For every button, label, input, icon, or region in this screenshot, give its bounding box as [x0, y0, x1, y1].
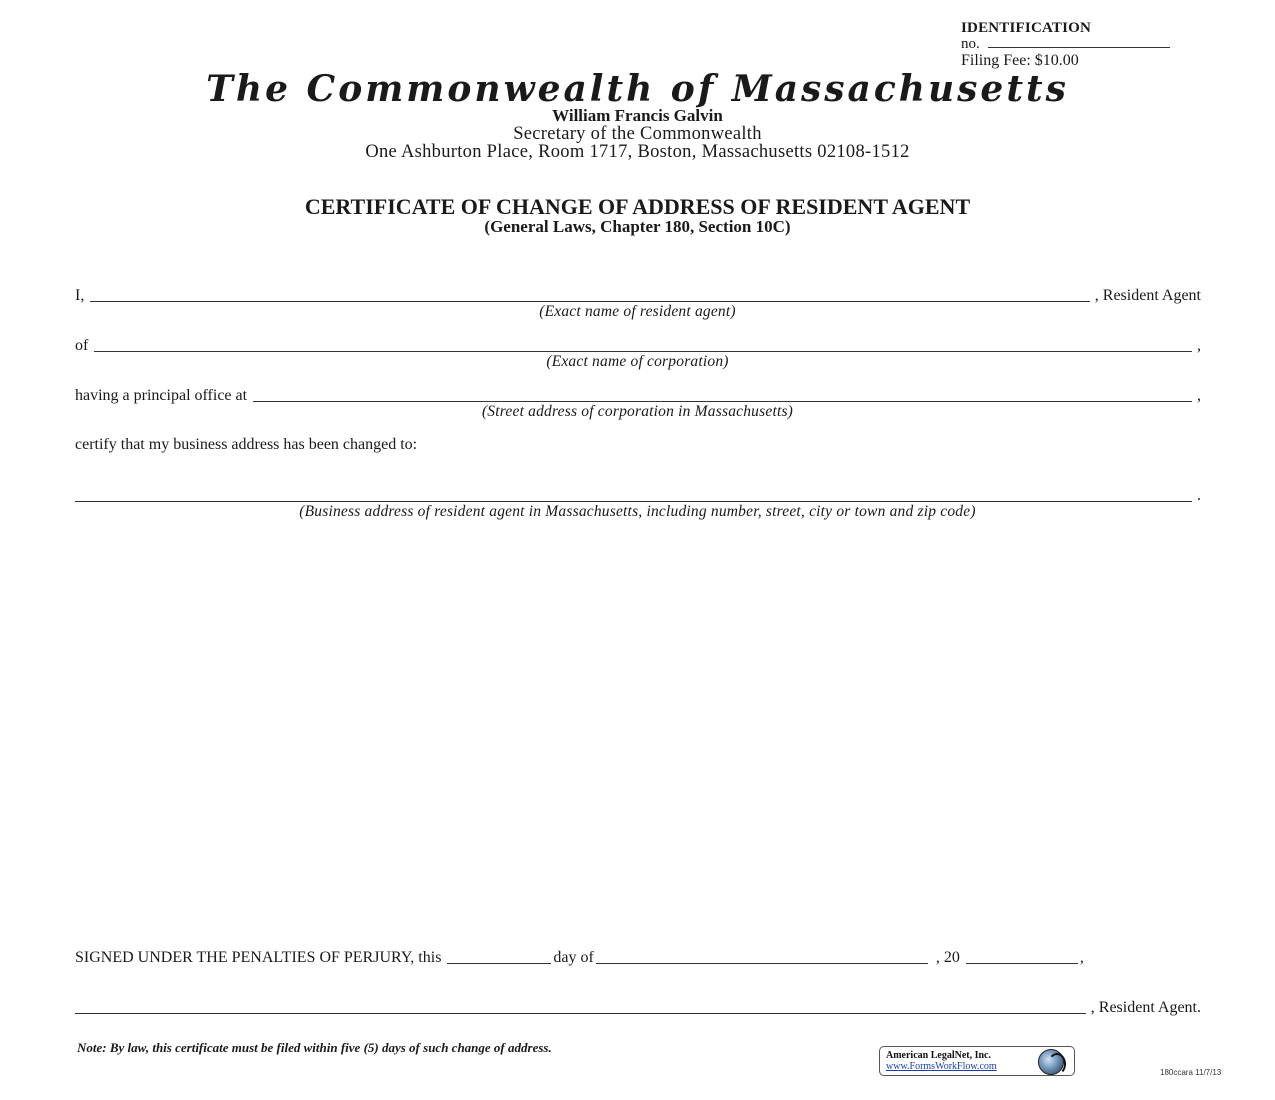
corporation-suffix: ,	[1197, 337, 1201, 354]
signed-end: ,	[1079, 949, 1084, 966]
identification-number	[961, 36, 1170, 53]
business-address-caption: (Business address of resident agent in Massachusetts, including number, street, city or town and zip code)	[299, 503, 976, 520]
signed-day-label: day of	[553, 949, 594, 966]
corporation-name-caption: (Exact name of corporation)	[546, 353, 729, 370]
signed-perjury-row	[75, 946, 1205, 968]
signature-row	[75, 996, 1201, 1018]
corporation-prefix: of	[75, 337, 89, 354]
signed-month-field[interactable]	[596, 950, 928, 964]
commonwealth-title: The Commonwealth of Massachusetts	[206, 68, 1069, 110]
agent-name-field[interactable]	[90, 288, 1089, 302]
secretary-title: Secretary of the Commonwealth	[513, 124, 762, 144]
identification-title: IDENTIFICATION	[961, 20, 1092, 36]
corporation-name-field[interactable]	[94, 338, 1192, 352]
principal-office-caption: (Street address of corporation in Massachusetts)	[481, 403, 794, 420]
form-code: 180ccara 11/7/13	[1160, 1068, 1222, 1077]
signed-year-field[interactable]	[966, 950, 1078, 964]
principal-office-suffix: ,	[1197, 387, 1201, 404]
business-address-suffix: .	[1197, 487, 1201, 504]
principal-office-prefix: having a principal office at	[75, 387, 248, 404]
globe-logo-icon	[1038, 1049, 1064, 1075]
principal-office-field[interactable]	[253, 388, 1192, 402]
badge-website-link[interactable]: www.FormsWorkFlow.com	[886, 1061, 997, 1072]
filing-fee: Filing Fee: $10.00	[961, 52, 1079, 69]
signature-suffix: , Resident Agent.	[1090, 999, 1201, 1016]
signed-prefix: SIGNED UNDER THE PENALTIES OF PERJURY, this	[75, 949, 442, 966]
agent-name-caption: (Exact name of resident agent)	[539, 303, 736, 320]
agent-suffix: , Resident Agent	[1094, 287, 1201, 304]
signed-year-label: , 20	[935, 949, 960, 966]
signed-day-field[interactable]	[447, 950, 551, 964]
signature-field[interactable]	[75, 1000, 1086, 1014]
certify-statement: certify that my business address has been changed to:	[75, 436, 418, 453]
business-address-field[interactable]	[75, 488, 1192, 502]
filing-note: Note: By law, this certificate must be filed within five (5) days of such change of address.	[77, 1040, 552, 1055]
identification-no-label: no.	[961, 36, 980, 52]
identification-number-field[interactable]	[988, 36, 1170, 48]
office-address: One Ashburton Place, Room 1717, Boston, Massachusetts 02108-1512	[365, 142, 910, 162]
american-legalnet-badge[interactable]	[879, 1046, 1075, 1076]
badge-company-name: American LegalNet, Inc.	[886, 1050, 991, 1061]
certificate-subtitle: (General Laws, Chapter 180, Section 10C)	[484, 217, 791, 236]
certificate-title: CERTIFICATE OF CHANGE OF ADDRESS OF RESIDENT AGENT	[304, 194, 971, 219]
agent-prefix: I,	[75, 287, 85, 304]
secretary-name: William Francis Galvin	[552, 106, 723, 125]
